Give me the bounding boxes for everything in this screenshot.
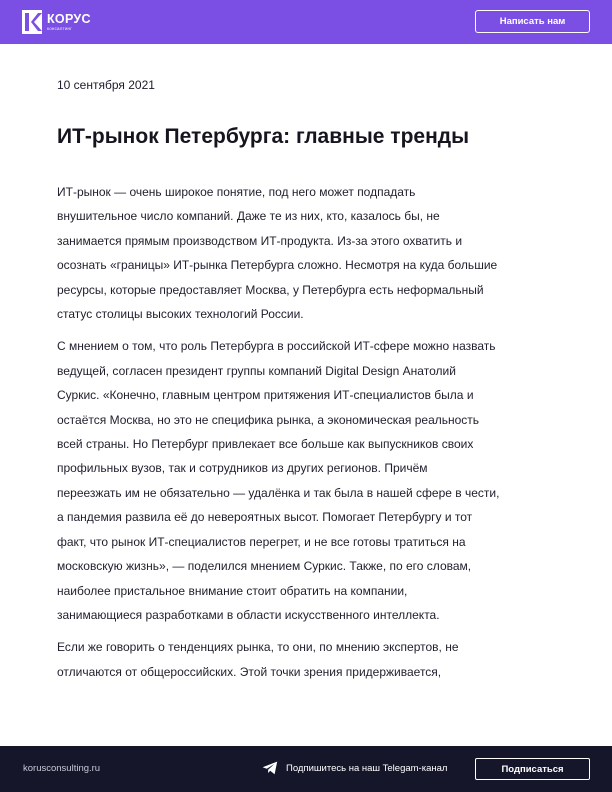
contact-us-button[interactable]: Написать нам [475,10,590,33]
paragraph-2 [57,334,557,627]
text-line: а пандемия развила её до невероятных высот. Помогает Петербургу и тот [57,510,473,525]
subscribe-button[interactable]: Подписаться [475,758,590,780]
text-line: остаётся Москва, но это не специфика рынка, а экономическая реальность [57,412,480,427]
text-line: занимающиеся разработками в области искусственного интеллекта. [57,607,440,622]
korus-logo-icon [22,10,42,34]
telegram-icon[interactable] [262,761,278,775]
text-line: ИТ-рынок — очень широкое понятие, под него может подпадать [57,185,416,199]
text-line: ресурсы, которые предоставляет Москва, у Петербурга есть неформальный [57,282,484,297]
text-line: московскую жизнь», — поделился мнением Суркис. Также, по его словам, [57,559,472,574]
text-line: Если же говорить о тенденциях рынка, то они, по мнению экспертов, не [57,640,459,655]
article-body [57,180,557,692]
article-date: 10 сентября 2021 [57,78,155,92]
text-line: С мнением о том, что роль Петербурга в российской ИТ-сфере можно назвать [57,339,496,354]
text-line: статус столицы высоких технологий России. [57,307,304,322]
text-line: факт, что рынок ИТ-специалистов перегрет, и не все готовы тратиться на [57,534,466,549]
paragraph-1 [57,180,557,326]
logo-name: КОРУС [47,11,91,26]
header-bar [0,0,612,44]
text-line: наиболее пристальное внимание стоит обратить на компании, [57,583,408,598]
site-link[interactable]: korusconsulting.ru [23,763,101,774]
article-title: ИТ-рынок Петербурга: главные тренды [57,125,470,148]
text-line: ведущей, согласен президент группы компаний Digital Design Анатолий [57,363,456,378]
text-line: всей страны. Но Петербург привлекает все больше как выпускников своих [57,437,474,452]
logo-subtitle: консалтинг [47,25,73,31]
telegram-subscribe-text[interactable]: Подпишитесь на наш Telegam-канал [286,763,448,774]
text-line: Суркис. «Конечно, главным центром притяжения ИТ-специалистов была и [57,388,474,403]
text-line: занимается прямым производством ИТ-продукта. Из-за этого охватить и [57,233,463,248]
text-line: осознать «границы» ИТ-рынка Петербурга сложно. Несмотря на куда большие [57,258,498,273]
footer-bar [0,746,612,792]
text-line: внушительное число компаний. Даже те из них, кто, казалось бы, не [57,209,440,224]
korus-logo[interactable] [22,10,91,34]
text-line: переезжать им не обязательно — удалёнка и так была в нашей сфере в чести, [57,485,500,500]
paragraph-3 [57,635,557,684]
text-line: отличаются от общероссийских. Этой точки зрения придерживается, [57,664,442,679]
text-line: профильных вузов, так и сотрудников из других регионов. Причём [57,461,428,476]
